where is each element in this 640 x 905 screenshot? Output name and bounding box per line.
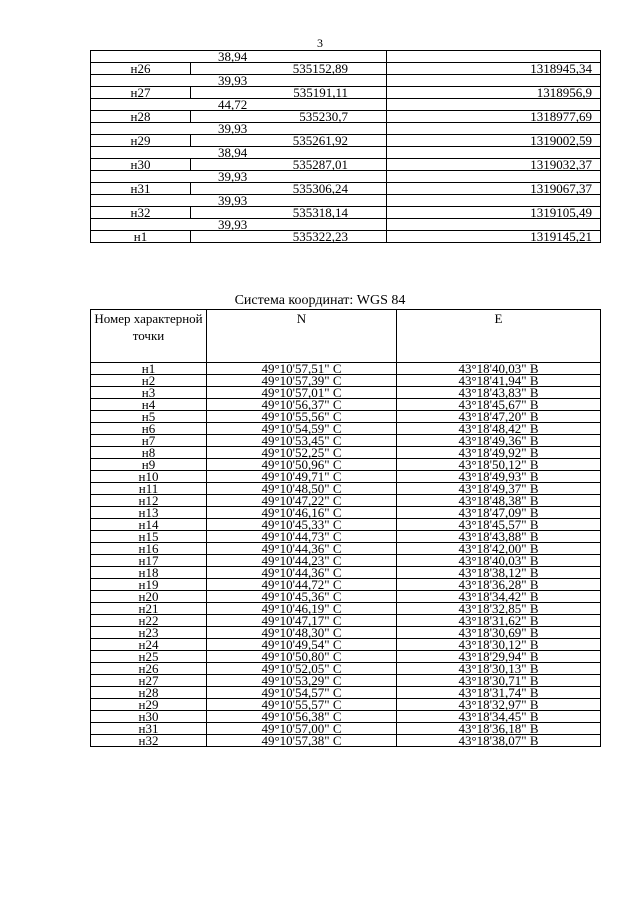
empty-cell — [91, 169, 248, 184]
segment-distance: 38,94 — [218, 145, 248, 160]
point-number: н30 — [91, 711, 207, 723]
segment-distance: 39,93 — [218, 169, 248, 184]
longitude-value: 43°18'30,69" В — [397, 627, 601, 639]
latitude-value: 49°10'57,38" С — [207, 735, 397, 747]
table-row — [91, 111, 601, 123]
latitude-value: 49°10'56,38" С — [207, 711, 397, 723]
latitude-value: 49°10'54,59" С — [207, 423, 397, 435]
longitude-value: 43°18'43,83" В — [397, 387, 601, 399]
coordinate-system-title: Система координат: WGS 84 — [234, 293, 406, 308]
latitude-value: 49°10'46,16" С — [207, 507, 397, 519]
point-number: н19 — [91, 579, 207, 591]
segment-distance: 39,93 — [218, 217, 248, 232]
point-number: н20 — [91, 591, 207, 603]
x-coordinate: 535322,23 — [191, 231, 387, 243]
latitude-value: 49°10'57,01" С — [207, 387, 397, 399]
latitude-value: 49°10'55,57" С — [207, 699, 397, 711]
y-coordinate: 1319002,59 — [387, 135, 601, 147]
empty-cell — [91, 73, 248, 88]
longitude-value: 43°18'36,18" В — [397, 723, 601, 735]
longitude-value: 43°18'30,13" В — [397, 663, 601, 675]
latitude-value: 49°10'44,73" С — [207, 531, 397, 543]
x-coordinate: 535230,7 — [191, 111, 387, 123]
point-number: н8 — [91, 447, 207, 459]
latitude-value: 49°10'44,23" С — [207, 555, 397, 567]
table-row — [91, 735, 601, 747]
local-coordinates-table — [90, 50, 601, 243]
y-coordinate: 1319145,21 — [387, 231, 601, 243]
table-row — [91, 63, 601, 75]
segment-distance: 38,94 — [218, 49, 248, 64]
point-number: н22 — [91, 615, 207, 627]
y-coordinate: 1319032,37 — [387, 159, 601, 171]
point-name: н29 — [91, 135, 191, 147]
point-number: н25 — [91, 651, 207, 663]
point-number: н1 — [91, 363, 207, 375]
table-row — [91, 231, 601, 243]
point-number: н32 — [91, 735, 207, 747]
latitude-value: 49°10'57,39" С — [207, 375, 397, 387]
point-number: н6 — [91, 423, 207, 435]
point-number: н9 — [91, 459, 207, 471]
longitude-value: 43°18'48,38" В — [397, 495, 601, 507]
point-name: н32 — [91, 207, 191, 219]
latitude-value: 49°10'54,57" С — [207, 687, 397, 699]
x-coordinate: 535287,01 — [191, 159, 387, 171]
point-name: н30 — [91, 159, 191, 171]
empty-cell — [91, 121, 248, 136]
longitude-value: 43°18'50,12" В — [397, 459, 601, 471]
latitude-value: 49°10'57,51" С — [207, 363, 397, 375]
longitude-value: 43°18'45,67" В — [397, 399, 601, 411]
latitude-value: 49°10'57,00" С — [207, 723, 397, 735]
longitude-header: E — [397, 310, 601, 363]
table-row — [91, 135, 601, 147]
table-row — [91, 159, 601, 171]
longitude-value: 43°18'34,42" В — [397, 591, 601, 603]
point-name: н27 — [91, 87, 191, 99]
point-number: н27 — [91, 675, 207, 687]
y-coordinate: 1318977,69 — [387, 111, 601, 123]
longitude-value: 43°18'40,03" В — [397, 363, 601, 375]
point-number: н15 — [91, 531, 207, 543]
longitude-value: 43°18'34,45" В — [397, 711, 601, 723]
point-name: н1 — [91, 231, 191, 243]
point-name: н28 — [91, 111, 191, 123]
segment-distance: 39,93 — [218, 73, 248, 88]
longitude-value: 43°18'38,07" В — [397, 735, 601, 747]
empty-cell — [91, 145, 248, 160]
point-number: н4 — [91, 399, 207, 411]
empty-cell — [91, 217, 248, 232]
point-number: н2 — [91, 375, 207, 387]
latitude-value: 49°10'56,37" С — [207, 399, 397, 411]
latitude-value: 49°10'49,54" С — [207, 639, 397, 651]
longitude-value: 43°18'31,62" В — [397, 615, 601, 627]
x-coordinate: 535152,89 — [191, 63, 387, 75]
latitude-value: 49°10'48,30" С — [207, 627, 397, 639]
point-number: н11 — [91, 483, 207, 495]
latitude-value: 49°10'52,05" С — [207, 663, 397, 675]
latitude-value: 49°10'50,80" С — [207, 651, 397, 663]
point-number: н17 — [91, 555, 207, 567]
page-number: 3 — [317, 36, 323, 50]
latitude-value: 49°10'44,36" С — [207, 543, 397, 555]
wgs84-coordinates-table — [90, 309, 601, 747]
point-number: н13 — [91, 507, 207, 519]
wgs84-coordinates-table-body — [91, 363, 601, 747]
longitude-value: 43°18'29,94" В — [397, 651, 601, 663]
point-number: н18 — [91, 567, 207, 579]
x-coordinate: 535306,24 — [191, 183, 387, 195]
empty-cell — [91, 97, 248, 112]
longitude-value: 43°18'42,00" В — [397, 543, 601, 555]
segment-distance: 39,93 — [218, 121, 248, 136]
longitude-value: 43°18'49,37" В — [397, 483, 601, 495]
longitude-value: 43°18'31,74" В — [397, 687, 601, 699]
point-number: н21 — [91, 603, 207, 615]
y-coordinate: 1318945,34 — [387, 63, 601, 75]
point-number: н23 — [91, 627, 207, 639]
local-coordinates-table-body — [91, 51, 601, 243]
longitude-value: 43°18'43,88" В — [397, 531, 601, 543]
longitude-value: 43°18'30,12" В — [397, 639, 601, 651]
table-row — [91, 207, 601, 219]
point-number: н12 — [91, 495, 207, 507]
point-number: н10 — [91, 471, 207, 483]
point-number: н5 — [91, 411, 207, 423]
y-coordinate: 1319105,49 — [387, 207, 601, 219]
point-number: н29 — [91, 699, 207, 711]
longitude-value: 43°18'47,09" В — [397, 507, 601, 519]
point-number-header: Номер характерной точки — [91, 310, 207, 363]
latitude-value: 49°10'44,36" С — [207, 567, 397, 579]
y-coordinate: 1319067,37 — [387, 183, 601, 195]
longitude-value: 43°18'49,93" В — [397, 471, 601, 483]
latitude-value: 49°10'53,45" С — [207, 435, 397, 447]
table-row — [91, 183, 601, 195]
point-number: н3 — [91, 387, 207, 399]
x-coordinate: 535318,14 — [191, 207, 387, 219]
longitude-value: 43°18'41,94" В — [397, 375, 601, 387]
latitude-value: 49°10'55,56" С — [207, 411, 397, 423]
point-number: н14 — [91, 519, 207, 531]
point-number: н24 — [91, 639, 207, 651]
latitude-header: N — [207, 310, 397, 363]
longitude-value: 43°18'47,20" В — [397, 411, 601, 423]
point-name: н26 — [91, 63, 191, 75]
latitude-value: 49°10'46,19" С — [207, 603, 397, 615]
longitude-value: 43°18'45,57" В — [397, 519, 601, 531]
latitude-value: 49°10'49,71" С — [207, 471, 397, 483]
latitude-value: 49°10'53,29" С — [207, 675, 397, 687]
y-coordinate: 1318956,9 — [387, 87, 601, 99]
table-row — [91, 87, 601, 99]
point-number: н31 — [91, 723, 207, 735]
latitude-value: 49°10'47,22" С — [207, 495, 397, 507]
point-number: н26 — [91, 663, 207, 675]
longitude-value: 43°18'36,28" В — [397, 579, 601, 591]
point-number: н28 — [91, 687, 207, 699]
empty-cell — [91, 193, 248, 208]
longitude-value: 43°18'40,03" В — [397, 555, 601, 567]
latitude-value: 49°10'52,25" С — [207, 447, 397, 459]
x-coordinate: 535261,92 — [191, 135, 387, 147]
latitude-value: 49°10'48,50" С — [207, 483, 397, 495]
longitude-value: 43°18'32,97" В — [397, 699, 601, 711]
segment-distance: 39,93 — [218, 193, 248, 208]
longitude-value: 43°18'49,92" В — [397, 447, 601, 459]
latitude-value: 49°10'45,36" С — [207, 591, 397, 603]
longitude-value: 43°18'32,85" В — [397, 603, 601, 615]
x-coordinate: 535191,11 — [191, 87, 387, 99]
latitude-value: 49°10'44,72" С — [207, 579, 397, 591]
table-header-row — [91, 310, 601, 363]
longitude-value: 43°18'49,36" В — [397, 435, 601, 447]
point-number: н16 — [91, 543, 207, 555]
point-number: н7 — [91, 435, 207, 447]
empty-cell — [91, 49, 248, 64]
latitude-value: 49°10'45,33" С — [207, 519, 397, 531]
longitude-value: 43°18'48,42" В — [397, 423, 601, 435]
longitude-value: 43°18'38,12" В — [397, 567, 601, 579]
point-name: н31 — [91, 183, 191, 195]
segment-distance: 44,72 — [218, 97, 248, 112]
longitude-value: 43°18'30,71" В — [397, 675, 601, 687]
latitude-value: 49°10'47,17" С — [207, 615, 397, 627]
latitude-value: 49°10'50,96" С — [207, 459, 397, 471]
